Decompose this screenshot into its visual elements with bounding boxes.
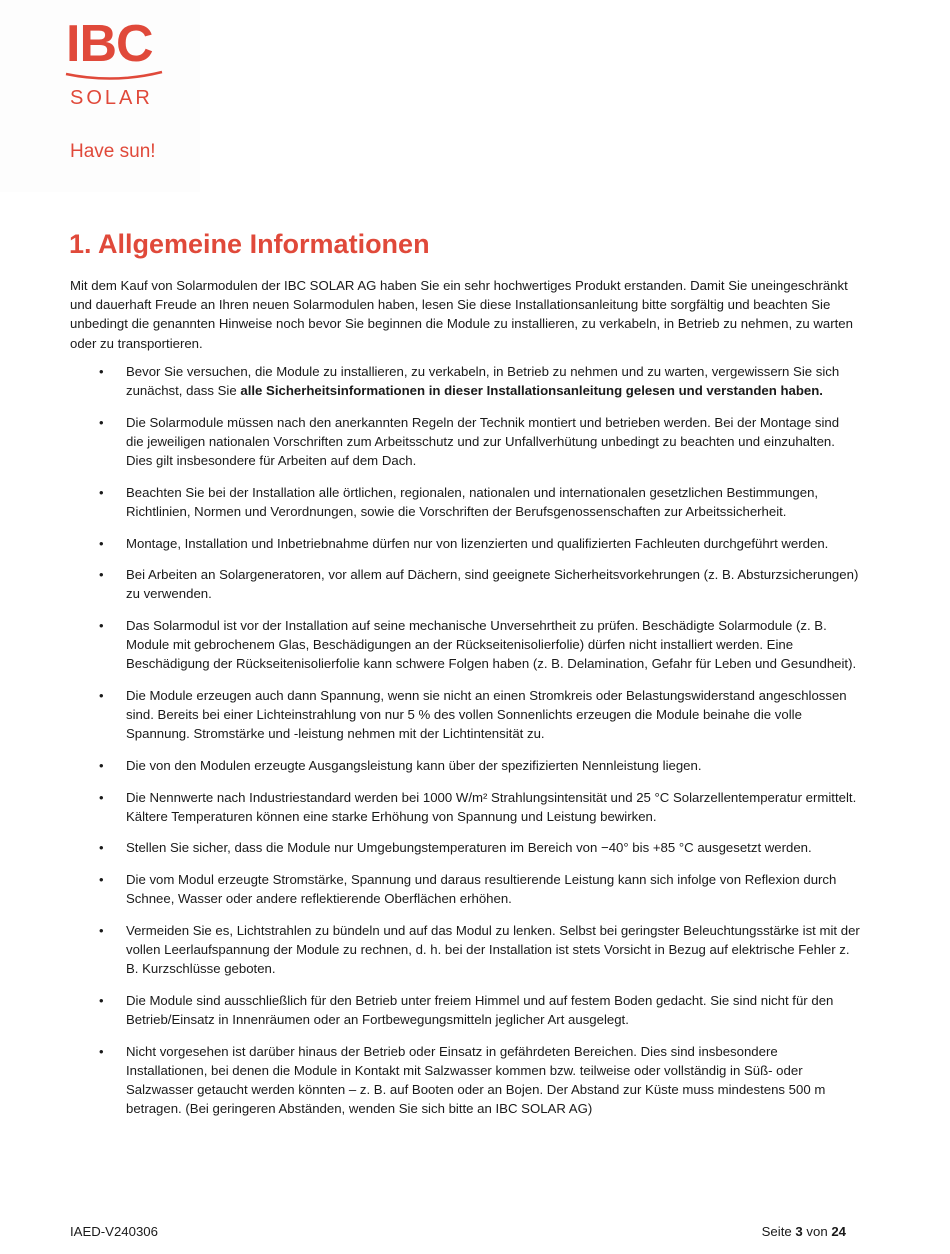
list-item-text: Montage, Installation und Inbetriebnahme dürfen nur von lizenzierten und qualifizierten Fachleuten durchgeführt werden. (126, 535, 829, 551)
list-item (70, 921, 860, 979)
tagline: Have sun! (70, 141, 156, 162)
section-title: 1. Allgemeine Informationen (69, 229, 430, 259)
bullet-icon: • (99, 567, 104, 583)
list-item-emphasis: alle Sicherheitsinformationen in dieser Installationsanleitung gelesen und verstanden haben. (240, 383, 823, 399)
page-number (762, 1224, 846, 1239)
list-item (70, 616, 860, 674)
list-item-text: Beachten Sie bei der Installation alle örtlichen, regionalen, nationalen und internationalen gesetzlichen Bestimmungen, Richtlinien, Normen und Verordnungen, sowie die Vorschriften der Berufsgenossenschaften zur Arbeitssicherheit. (126, 484, 819, 519)
list-item (70, 413, 860, 471)
bullet-icon: • (99, 364, 104, 379)
bullet-icon: • (99, 414, 104, 430)
list-item-text: Nicht vorgesehen ist darüber hinaus der Betrieb oder Einsatz in gefährdeten Bereichen. Dies sind insbesondere Installationen, bei denen die Module in Kontakt mit Salzwasser kommen bzw. teilweise oder vollständig in Süß- oder Salzwasser getaucht werden könnten – z. B. auf Booten oder an Bojen. Der Abstand zur Küste muss mindestens 500 m betragen. (Bei geringeren Abständen, wenden Sie sich bitte an IBC SOLAR AG) (126, 1043, 826, 1117)
list-item (70, 362, 860, 400)
list-item-text: Das Solarmodul ist vor der Installation auf seine mechanische Unversehrtheit zu prüfen. Beschädigte Solarmodule (z. B. Module mit gebrochenem Glas, Beschädigungen an der Rückseitenisolierfolie) dürfen nicht installiert werden. Eine Beschädigung der Rückseitenisolierfolie kann schwere Folgen haben (z. B. Delamination, Gefahr für Leben und Gesundheit). (126, 617, 857, 672)
list-item-text: Bevor Sie versuchen, die Module zu installieren, zu verkabeln, in Betrieb zu nehmen und zu warten, vergewissern Sie sich zunächst, dass Sie (126, 364, 840, 399)
bullet-icon: • (99, 922, 104, 938)
list-item-text: Die Solarmodule müssen nach den anerkannten Regeln der Technik montiert und betrieben werden. Bei der Montage sind die jeweiligen nationalen Vorschriften zum Arbeitsschutz und zur Unfallverhütung unbedingt zu beachten und einzuhalten. Dies gilt insbesondere für Arbeiten auf dem Dach. (126, 414, 840, 469)
list-item (70, 991, 860, 1029)
document-id: IAED-V240306 (70, 1224, 158, 1239)
bullet-icon: • (99, 992, 104, 1008)
list-item (70, 483, 860, 521)
list-item-text: Die Nennwerte nach Industriestandard werden bei 1000 W/m² Strahlungsintensität und 25 °C Solarzellentemperatur ermittelt. Kältere Temperaturen können eine starke Erhöhung von Spannung und Leistung bewirken. (126, 789, 857, 824)
list-item (70, 756, 860, 775)
intro-paragraph: Mit dem Kauf von Solarmodulen der IBC SOLAR AG haben Sie ein sehr hochwertiges Produkt erstanden. Damit Sie uneingeschränkt und dauerhaft Freude an Ihren neuen Solarmodulen haben, lesen Sie diese Installationsanleitung bitte sorgfältig und beachten Sie unbedingt die genannten Hinweise noch bevor Sie beginnen die Module zu installieren, zu verkabeln, in Betrieb zu nehmen, zu warten oder zu transportieren. (70, 278, 853, 351)
bullet-icon: • (99, 871, 104, 887)
list-item (70, 1042, 860, 1119)
bullet-icon: • (99, 617, 104, 633)
bullet-icon: • (99, 687, 104, 703)
list-item-text: Die von den Modulen erzeugte Ausgangsleistung kann über der spezifizierten Nennleistung liegen. (126, 757, 702, 773)
list-item (70, 565, 860, 603)
list-item (70, 534, 860, 553)
logo-swoosh-icon (64, 68, 164, 86)
page-sep: von (806, 1224, 828, 1239)
list-item-text: Die Module erzeugen auch dann Spannung, wenn sie nicht an einen Stromkreis oder Belastungswiderstand angeschlossen sind. Bereits bei einer Lichteinstrahlung von nur 5 % des vollen Sonnenlichts erzeugen die Module beinahe die volle Spannung. Stromstärke und -leistung nehmen mit der Lichtintensität zu. (126, 687, 847, 742)
list-item (70, 686, 860, 744)
page-total: 24 (831, 1224, 846, 1239)
page-label: Seite (761, 1224, 792, 1239)
list-item (70, 788, 860, 826)
list-item (70, 838, 860, 857)
list-item-text: Vermeiden Sie es, Lichtstrahlen zu bündeln und auf das Modul zu lenken. Selbst bei geringster Beleuchtungsstärke ist mit der vollen Leerlaufspannung der Module zu rechnen, d. h. bei der Installation ist stets Vorsicht in Bezug auf elektrische Fehler z. B. Kurzschlüsse geboten. (126, 922, 860, 977)
bullet-icon: • (99, 1043, 104, 1059)
bullet-icon: • (99, 484, 104, 500)
logo-solar: SOLAR (70, 87, 153, 109)
logo-area (0, 0, 200, 192)
bullet-icon: • (99, 840, 104, 856)
list-item-text: Bei Arbeiten an Solargeneratoren, vor allem auf Dächern, sind geeignete Sicherheitsvorkehrungen (z. B. Absturzsicherungen) zu verwenden. (126, 567, 859, 602)
bullet-icon: • (99, 757, 104, 773)
logo-ibc: IBC (66, 15, 153, 73)
list-item-text: Die Module sind ausschließlich für den Betrieb unter freiem Himmel und auf festem Boden gedacht. Sie sind nicht für den Betrieb/Einsatz in Innenräumen oder an Fortbewegungsmitteln jeglicher Art ausgelegt. (126, 992, 834, 1027)
safety-list (70, 362, 860, 1131)
bullet-icon: • (99, 535, 104, 551)
list-item-text: Stellen Sie sicher, dass die Module nur Umgebungstemperaturen im Bereich von −40° bis +85 °C ausgesetzt werden. (126, 840, 812, 856)
list-item (70, 870, 860, 908)
list-item-text: Die vom Modul erzeugte Stromstärke, Spannung und daraus resultierende Leistung kann sich infolge von Reflexion durch Schnee, Wasser oder andere reflektierende Oberflächen erhöhen. (126, 871, 837, 907)
page-current: 3 (795, 1224, 803, 1239)
bullet-icon: • (99, 789, 104, 805)
